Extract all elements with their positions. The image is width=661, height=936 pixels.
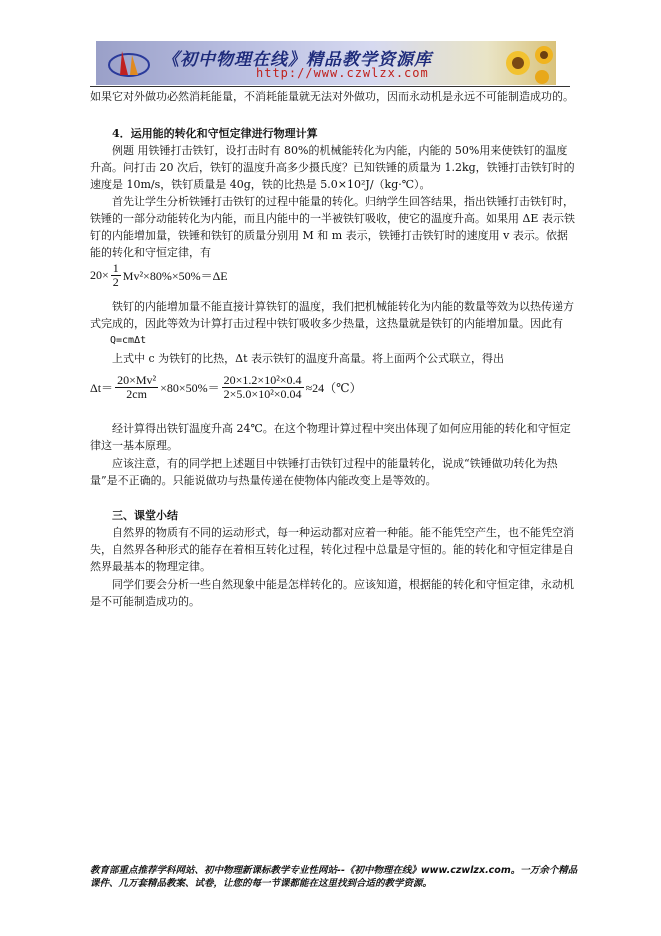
example-paragraph: 例题 用铁锤打击铁钉，设打击时有 80%的机械能转化为内能，内能的 50%用来使铁钉的温度升高。问打击 20 次后，铁钉的温度升高多少摄氏度？已知铁锤的质量为 1.2kg，铁锤打击铁钉时的速度是 10m/s，铁钉质量是 40g，铁的比热是 5.0×10²J/（kg·℃）。 — [90, 144, 575, 191]
temperature-equation — [90, 374, 362, 401]
sunflower-icon — [496, 41, 556, 85]
equation-body: Mv²×80%×50%＝ΔE — [122, 269, 228, 283]
temp-fraction-1 — [115, 374, 158, 401]
note-paragraph: 应该注意，有的同学把上述题目中铁锤打击铁钉过程中的能量转化，说成“铁锤做功转化为热量”是不正确的。只能说做功与热量传递在使物体内能改变上是等效的。 — [90, 457, 558, 487]
header-banner — [96, 41, 556, 85]
temp-result: ≈24（℃） — [305, 381, 362, 395]
analysis-paragraph: 首先让学生分析铁锤打击铁钉的过程中能量的转化。归纳学生回答结果，指出铁锤打击铁钉时，铁锤的一部分动能转化为内能，而且内能中的一半被铁钉吸收，使它的温度升高。如果用 ΔE 表示铁钉的内能增加量，铁锤和铁钉的质量分别用 M 和 m 表示，铁锤打击铁钉时的速度用 v 表示。依据能的转化和守恒定律，有 — [90, 195, 575, 259]
heat-formula: Q=cmΔt — [110, 335, 147, 346]
section4-heading: 4．运用能的转化和守恒定律进行物理计算 — [112, 127, 318, 140]
banner-title: 《初中物理在线》精品教学资源库 — [162, 50, 432, 70]
temp-f2-numerator: 20×1.2×10²×0.4 — [223, 373, 302, 387]
site-logo-icon — [106, 45, 152, 81]
half-denominator: 2 — [112, 275, 119, 289]
temp-lead: Δt＝ — [90, 381, 114, 395]
result-paragraph: 经计算得出铁钉温度升高 24℃。在这个物理计算过程中突出体现了如何应用能的转化和守恒定律这一基本原理。 — [90, 422, 571, 452]
half-fraction — [111, 262, 121, 289]
heat-explanation-paragraph: 铁钉的内能增加量不能直接计算铁钉的温度，我们把机械能转化为内能的数量等效为以热传递方式完成的，因此等效为计算打击过程中铁钉吸收多少热量，这热量就是铁钉的内能增加量。因此有 — [90, 300, 574, 330]
energy-equation — [90, 262, 228, 289]
section3-heading: 三、课堂小结 — [112, 509, 178, 522]
banner-url[interactable]: http://www.czwlzx.com — [256, 66, 429, 80]
specific-heat-note: 上式中 c 为铁钉的比热，Δt 表示铁钉的温度升高量。将上面两个公式联立，得出 — [112, 352, 505, 365]
summary-paragraph-2: 同学们要会分析一些自然现象中能是怎样转化的。应该知道，根据能的转化和守恒定律，永动机是不可能制造成功的。 — [90, 578, 574, 608]
half-numerator: 1 — [112, 261, 119, 275]
temp-f2-denominator: 2×5.0×10²×0.04 — [223, 387, 302, 401]
equation-lead: 20× — [90, 268, 109, 282]
summary-paragraph-1: 自然界的物质有不同的运动形式，每一种运动都对应着一种能。能不能凭空产生，也不能凭空消失，自然界各种形式的能存在着相互转化过程，转化过程中总量是守恒的。能的转化和守恒定律是自然界最基本的物理定律。 — [90, 526, 574, 573]
temp-f1-denominator: 2cm — [126, 387, 147, 401]
page-footer: 教育部重点推荐学科网站、初中物理新课标教学专业性网站--《初中物理在线》www.czwlzx.com。一万余个精品课件、几万套精品教案、试卷，让您的每一节课都能在这里找到合适的教学资源。 — [90, 865, 578, 889]
temp-fraction-2 — [222, 374, 304, 401]
intro-paragraph: 如果它对外做功必然消耗能量，不消耗能量就无法对外做功，因而永动机是永远不可能制造成功的。 — [90, 90, 574, 103]
temp-f1-numerator: 20×Mv² — [117, 373, 157, 387]
header-divider — [90, 86, 570, 87]
temp-middle: ×80×50%＝ — [160, 381, 220, 395]
